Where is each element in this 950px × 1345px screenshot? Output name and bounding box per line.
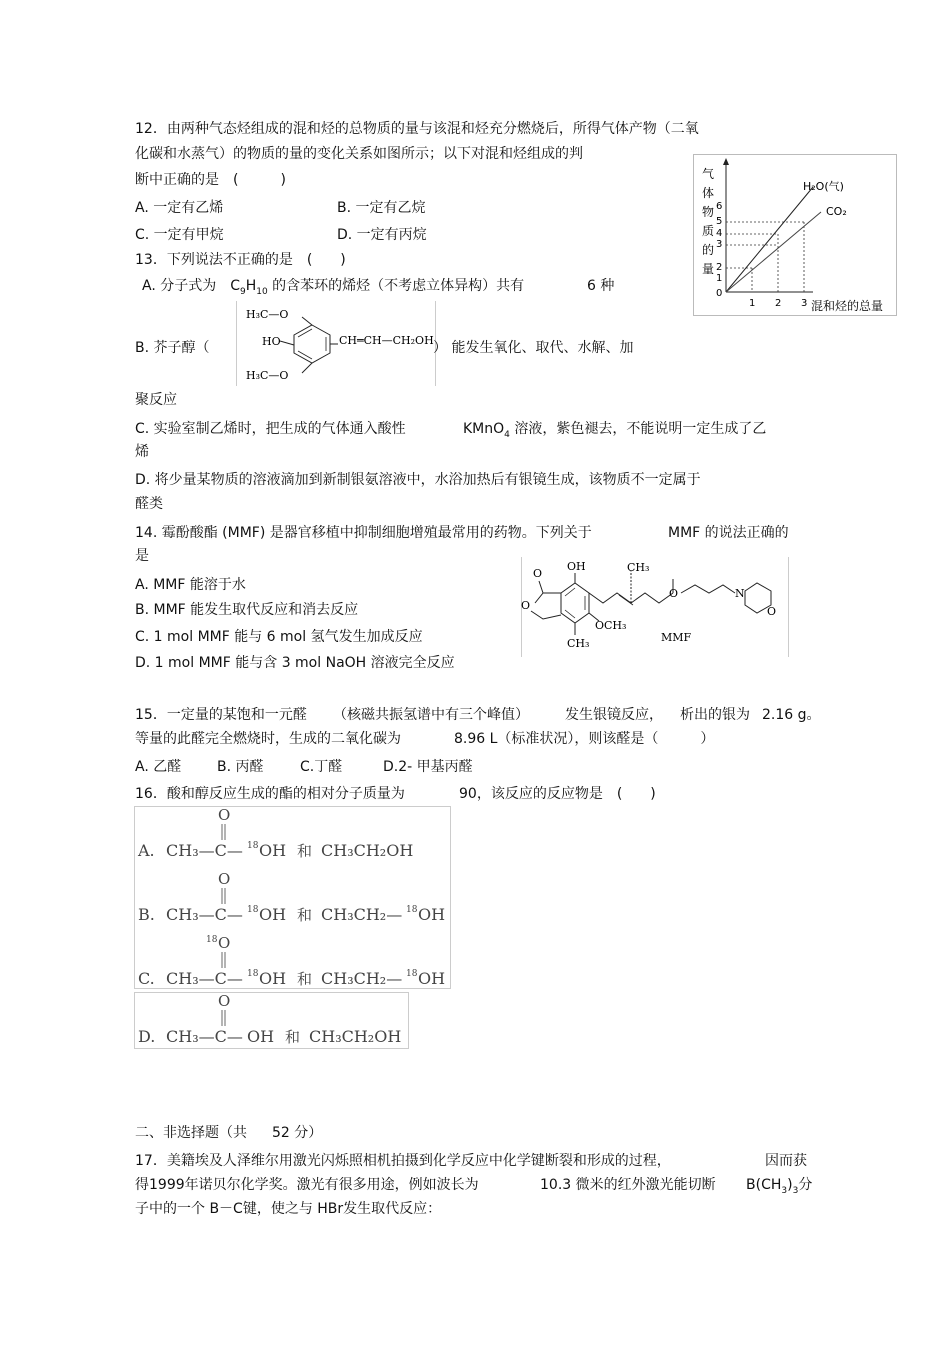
q17-line2: 得1999年诺贝尔化学奖。激光有很多用途，例如波长为: [135, 1177, 479, 1193]
svg-text:OH: OH: [259, 969, 287, 988]
q15-line1-b: （核磁共振氢谱中有三个峰值）: [333, 707, 529, 723]
ytick-6: 6: [716, 201, 723, 212]
sinapyl-chain: CH═CH—CH₂OH: [339, 334, 434, 347]
mmf-structure: [521, 557, 789, 657]
svg-text:OH: OH: [259, 841, 287, 860]
svg-text:18: 18: [206, 935, 218, 945]
q16-stem-a: 16．酸和醇反应生成的酯的相对分子质量为: [135, 786, 405, 802]
ylabel-char: 的: [702, 243, 715, 257]
q13-option-d-line1: D. 将少量某物质的溶液滴加到新制银氨溶液中，水浴加热后有银镜生成，该物质不一定属于: [135, 472, 701, 488]
q15-line2-b: 8.96 L（标准状况），则该醛是（ ）: [454, 731, 715, 747]
mmf-ch3: CH₃: [627, 561, 650, 574]
svg-text:B.: B.: [138, 905, 155, 924]
q12-option-d: D. 一定有丙烷: [337, 227, 427, 243]
svg-text:18: 18: [247, 841, 259, 851]
q17-line1: 17．美籍埃及人泽维尔用激光闪烁照相机拍摄到化学反应中化学键断裂和形成的过程，: [135, 1153, 671, 1169]
svg-text:18: 18: [247, 969, 259, 979]
q15-option-b: B. 丙醛: [217, 759, 264, 775]
q12-option-c: C. 一定有甲烷: [135, 227, 224, 243]
q13-option-b-prefix: B. 芥子醇（: [135, 340, 210, 356]
q12-stem-line3: 断中正确的是 ( ): [135, 172, 286, 188]
q12-stem-line2: 化碳和水蒸气）的物质的量的变化关系如图所示；以下对混和烃组成的判: [135, 146, 583, 162]
mmf-o-ring: O: [533, 567, 543, 580]
svg-text:A.: A.: [138, 841, 155, 860]
sinapyl-ome-top: H₃C—O: [246, 308, 289, 321]
svg-text:O: O: [218, 806, 231, 824]
sinapyl-ome-bottom: H₃C—O: [246, 369, 289, 382]
x-axis-label: 混和烃的总量: [811, 299, 884, 313]
q13-option-a-count: 6 种: [587, 278, 615, 294]
q16-options-figure: [134, 806, 452, 1052]
section2-score: 52 分）: [272, 1125, 323, 1141]
svg-text:D.: D.: [138, 1027, 156, 1046]
q14-stem-line1-end: MMF 的说法正确的: [668, 525, 789, 541]
svg-text:OH: OH: [418, 969, 446, 988]
h2o-line: [726, 187, 813, 292]
q14-option-d: D. 1 mol MMF 能与含 3 mol NaOH 溶液完全反应: [135, 655, 455, 671]
ytick-5: 5: [716, 216, 723, 227]
q14-option-a: A. MMF 能溶于水: [135, 577, 246, 593]
mmf-o-morph: O: [767, 605, 777, 618]
mmf-n: N: [735, 587, 745, 600]
mmf-oh: OH: [567, 560, 586, 573]
svg-text:CH₃CH₂—: CH₃CH₂—: [321, 905, 403, 924]
svg-text:18: 18: [406, 969, 418, 979]
q16-option-b: [138, 870, 445, 924]
svg-text:18: 18: [406, 905, 418, 915]
gas-product-graph: [693, 154, 897, 316]
svg-text:和: 和: [285, 1028, 301, 1046]
q13-option-c-line2: 烯: [135, 444, 149, 460]
q15-line1-d: 析出的银为: [680, 707, 750, 723]
q12-stem-line1: 12．由两种气态烃组成的混和烃的总物质的量与该混和烃充分燃烧后，所得气体产物（二氧: [135, 121, 699, 137]
q16-option-c: [138, 934, 445, 988]
q17-line2-mid: 10.3 微米的红外激光能切断: [540, 1177, 716, 1193]
xtick-3: 3: [801, 298, 808, 309]
q13-option-c-line1: C. 实验室制乙烯时，把生成的气体通入酸性: [135, 421, 406, 437]
h2o-label: H₂O(气): [803, 180, 844, 193]
svg-text:O: O: [218, 870, 231, 888]
ytick-3: 3: [716, 239, 723, 250]
mmf-o-ring2: O: [521, 599, 531, 612]
ytick-2: 2: [716, 262, 723, 273]
ytick-4: 4: [716, 228, 723, 239]
q14-stem-line1: 14. 霉酚酸酯 (MMF) 是器官移植中抑制细胞增殖最常用的药物。下列关于: [135, 525, 592, 541]
q16-option-d: [138, 992, 401, 1046]
q15-option-a: A. 乙醛: [135, 759, 182, 775]
q15-line1-a: 15．一定量的某饱和一元醛: [135, 707, 307, 723]
svg-text:CH₃CH₂OH: CH₃CH₂OH: [309, 1027, 402, 1046]
section2-title: 二、非选择题（共: [135, 1125, 247, 1141]
q13-stem: 13．下列说法不正确的是 ( ): [135, 252, 346, 268]
q12-option-a: A. 一定有乙烯: [135, 200, 224, 216]
ylabel-char: 物: [702, 205, 715, 219]
svg-text:OH: OH: [259, 905, 287, 924]
q17-line2-formula: $B(CH_3)_3$分: [746, 1177, 813, 1196]
q15-option-d: D.2- 甲基丙醛: [383, 759, 473, 775]
ytick-0: 0: [716, 288, 723, 299]
svg-text:CH₃CH₂—: CH₃CH₂—: [321, 969, 403, 988]
mmf-name: MMF: [661, 631, 692, 644]
mmf-och3: OCH₃: [595, 619, 627, 632]
q17-line3: 子中的一个 B－C键，使之与 HBr发生取代反应：: [135, 1201, 442, 1217]
svg-text:CH₃CH₂OH: CH₃CH₂OH: [321, 841, 414, 860]
ylabel-char: 质: [702, 224, 715, 238]
benzene-ring: [294, 325, 330, 363]
xtick-2: 2: [775, 298, 782, 309]
q13-option-a: A. 分子式为 $C_9H_{10}$ 的含苯环的烯烃（不考虑立体异构）共有: [142, 278, 525, 297]
svg-text:和: 和: [297, 970, 313, 988]
svg-text:和: 和: [297, 842, 313, 860]
q16-stem-b: 90，该反应的反应物是 ( ): [459, 786, 656, 802]
q15-line2-a: 等量的此醛完全燃烧时，生成的二氧化碳为: [135, 731, 401, 747]
xtick-1: 1: [749, 298, 756, 309]
svg-text:C.: C.: [138, 969, 155, 988]
ylabel-char: 体: [702, 186, 715, 200]
ytick-1: 1: [716, 273, 723, 284]
q14-stem-line2: 是: [135, 548, 149, 564]
q13-option-d-line2: 醛类: [135, 496, 163, 512]
q15-line1-c: 发生银镜反应，: [565, 707, 663, 723]
q13-option-b-text: ） 能发生氧化、取代、水解、加: [433, 340, 634, 356]
svg-text:O: O: [218, 934, 231, 952]
q16-option-a: [137, 806, 413, 860]
sinapyl-ho: HO: [262, 335, 281, 348]
svg-text:O: O: [218, 992, 231, 1010]
svg-text:18: 18: [247, 905, 259, 915]
y-axis-arrow: [723, 158, 729, 165]
q13-option-c-reagent: KMnO$_4$ 溶液，紫色褪去，不能说明一定生成了乙: [463, 421, 767, 440]
svg-text:CH₃—C—: CH₃—C—: [166, 841, 243, 860]
svg-text:OH: OH: [247, 1027, 275, 1046]
mmf-ch3-bottom: CH₃: [567, 637, 590, 650]
q14-option-b: B. MMF 能发生取代反应和消去反应: [135, 602, 359, 618]
svg-text:和: 和: [297, 906, 313, 924]
q15-line1-e: 2.16 g。: [762, 707, 821, 723]
q13-option-b-continued: 聚反应: [135, 392, 177, 408]
svg-text:OH: OH: [418, 905, 446, 924]
co2-line: [726, 212, 821, 292]
q15-option-c: C.丁醛: [300, 759, 343, 775]
co2-label: CO₂: [826, 205, 847, 218]
svg-text:CH₃—C—: CH₃—C—: [166, 969, 243, 988]
sinapyl-alcohol-structure: [236, 301, 436, 386]
q12-option-b: B. 一定有乙烷: [337, 200, 426, 216]
q17-line1-end: 因而获: [765, 1153, 807, 1169]
ylabel-char: 气: [702, 167, 715, 181]
svg-text:CH₃—C—: CH₃—C—: [166, 1027, 243, 1046]
ylabel-char: 量: [702, 262, 715, 276]
svg-text:CH₃—C—: CH₃—C—: [166, 905, 243, 924]
mmf-o-ester: O: [669, 587, 679, 600]
q14-option-c: C. 1 mol MMF 能与 6 mol 氢气发生加成反应: [135, 629, 423, 645]
